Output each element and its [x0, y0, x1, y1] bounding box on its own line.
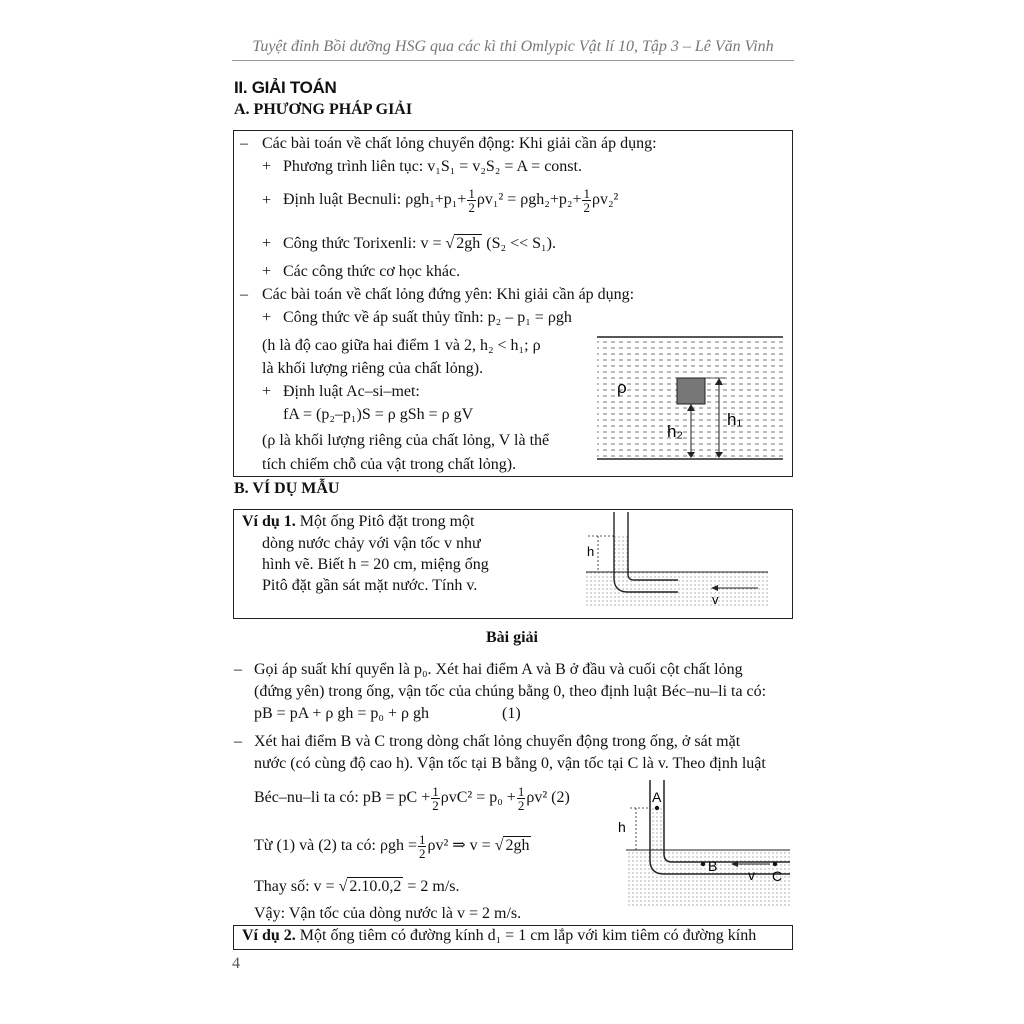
pitot-tube-figure: [578, 512, 778, 612]
h2-label: h₂: [667, 422, 684, 441]
solution-title: Bài giải: [485, 629, 538, 646]
h1-label: h₁: [727, 410, 743, 429]
plus-bullet: +: [262, 158, 272, 175]
rho-label: ρ: [617, 378, 627, 397]
torricelli-sqrt: 2gh: [456, 235, 481, 252]
example2-text: Một ống tiêm có đường kính d₁ = 1 cm lắp với kim tiêm có đường kính: [299, 927, 757, 944]
eq4-part-b: = 2 m/s.: [403, 878, 460, 895]
example2-label: Ví dụ 2.: [242, 927, 296, 944]
eq3-sqrt: 2gh: [505, 837, 530, 854]
note-density-line2: tích chiếm chỗ của vật trong chất lỏng).: [262, 456, 517, 473]
page-number: 4: [232, 955, 240, 972]
plus-bullet: +: [262, 192, 272, 209]
label-b: B: [708, 858, 718, 874]
subsection-a-title: A. PHƯƠNG PHÁP GIẢI: [234, 101, 413, 118]
note-height-line2: là khối lượng riêng của chất lỏng).: [262, 360, 484, 377]
static-liquid-intro: Các bài toán về chất lỏng đứng yên: Khi giải cần áp dụng:: [262, 286, 635, 303]
dash-bullet: –: [234, 733, 242, 750]
eq4-sqrt: 2.10.0,2: [349, 878, 402, 895]
equation-1-number: (1): [502, 705, 521, 722]
subsection-b-title: B. VÍ DỤ MẪU: [234, 480, 340, 497]
point-c: [773, 862, 777, 866]
half-fraction: $\frac{1}{2}$: [468, 185, 475, 215]
half-fraction: $\frac{1}{2}$: [418, 831, 426, 861]
example1-line4: Pitô đặt gần sát mặt nước. Tính v.: [262, 577, 478, 594]
solution-p2-line2: nước (có cùng độ cao h). Vận tốc tại B bằng 0, vận tốc tại C là v. Theo định luật: [254, 755, 766, 772]
example1-label: Ví dụ 1.: [242, 513, 296, 530]
submerged-block: [677, 378, 705, 404]
archimedes-formula: fA = (p₂–p₁)S = ρ gSh = ρ gV: [283, 406, 474, 423]
equation-1: pB = pA + ρ gh = p₀ + ρ gh: [254, 705, 429, 722]
plus-bullet: +: [262, 263, 272, 280]
point-b: [701, 862, 705, 866]
continuity-equation: [283, 157, 582, 177]
eq2-part-b: ρvC² = p₀ +: [440, 789, 516, 806]
tube-liquid-column: [614, 536, 628, 572]
torricelli-condition: (S₂ << S₁).: [486, 235, 556, 252]
solution-p1-line2: (đứng yên) trong ống, vận tốc của chúng bằng 0, theo định luật Béc–nu–li ta có:: [254, 683, 767, 700]
running-header: Tuyệt đỉnh Bồi dưỡng HSG qua các kì thi Omlypic Vật lí 10, Tập 3 – Lê Văn Vinh: [232, 38, 794, 61]
eq4-part-a: Thay số: v =: [254, 878, 335, 895]
label-c: C: [772, 868, 783, 884]
archimedes-label: Định luật Ac–si–met:: [283, 383, 420, 400]
bernoulli-equation: [283, 180, 618, 220]
equation-2: [254, 778, 570, 818]
tube-liquid-column: [650, 808, 664, 850]
submerged-block-figure: [595, 333, 785, 463]
point-a: [655, 806, 659, 810]
pitot-solution-figure: [612, 780, 792, 910]
torricelli-formula: Công thức Torixenli: v = √ 2gh (S₂ << S₁).: [283, 235, 556, 252]
continuity-label: Phương trình liên tục:: [283, 158, 424, 175]
solution-p1-line1: Gọi áp suất khí quyển là p₀. Xét hai điểm A và B ở đầu và cuối cột chất lỏng: [254, 661, 743, 678]
half-fraction: $\frac{1}{2}$: [432, 783, 439, 813]
substitution-line: Thay số: v = √ 2.10.0,2 = 2 m/s.: [254, 878, 460, 895]
conclusion: Vậy: Vận tốc của dòng nước là v = 2 m/s.: [254, 905, 522, 922]
example1-line1: [242, 512, 474, 532]
eq2-part-c: ρv² (2): [526, 789, 570, 806]
dash-bullet: –: [234, 661, 242, 678]
eq2-part-a: Béc–nu–li ta có: pB = pC +: [254, 789, 431, 806]
example1-text: Một ống Pitô đặt trong một: [299, 513, 475, 530]
moving-liquid-intro: Các bài toán về chất lỏng chuyển động: Khi giải cần áp dụng:: [262, 135, 657, 152]
eq3-part-b: ρv² ⇒ v =: [427, 837, 491, 854]
solution-p2-line1: Xét hai điểm B và C trong dòng chất lỏng chuyển động trong ống, ở sát mặt: [254, 733, 741, 750]
dash-bullet: –: [240, 286, 248, 303]
section-title: II. GIẢI TOÁN: [234, 78, 337, 97]
bernoulli-lhs: ρgh₁+p₁+: [405, 191, 467, 208]
water-region: [586, 572, 768, 608]
hydrostatic-formula: Công thức về áp suất thủy tĩnh: p₂ – p₁ = ρgh: [283, 309, 572, 326]
example1-line3: hình vẽ. Biết h = 20 cm, miệng ống: [262, 556, 489, 573]
plus-bullet: +: [262, 235, 272, 252]
note-density-line1: (ρ là khối lượng riêng của chất lỏng, V là thể: [262, 432, 550, 449]
v-label: v: [748, 867, 755, 883]
pitot-tube-inner: [628, 512, 678, 580]
dash-bullet: –: [240, 135, 248, 152]
note-height-line1: (h là độ cao giữa hai điểm 1 và 2, h₂ < h₁; ρ: [262, 337, 541, 354]
bernoulli-rhs: ρv₂²: [591, 191, 619, 208]
plus-bullet: +: [262, 383, 272, 400]
eq3-part-a: Từ (1) và (2) ta có: ρgh =: [254, 837, 417, 854]
example2-line: [242, 926, 756, 946]
bernoulli-label: Định luật Becnuli:: [283, 191, 402, 208]
h-label: h: [618, 819, 626, 835]
bernoulli-mid: ρv₁² = ρgh₂+p₂+: [476, 191, 582, 208]
label-a: A: [652, 789, 662, 805]
example1-line2: dòng nước chảy với vận tốc v như: [262, 535, 481, 552]
equation-3: Từ (1) và (2) ta có: ρgh = $\frac{1}{2}$ ρv² ⇒ v = √ 2gh: [254, 831, 530, 861]
v-label: v: [712, 592, 719, 607]
plus-bullet: +: [262, 309, 272, 326]
h-label: h: [587, 544, 595, 559]
other-formulas: Các công thức cơ học khác.: [283, 263, 461, 280]
half-fraction: $\frac{1}{2}$: [517, 783, 525, 813]
continuity-formula: v₁S₁ = v₂S₂ = A = const.: [427, 158, 582, 175]
torricelli-label: Công thức Torixenli: v =: [283, 235, 442, 252]
half-fraction: $\frac{1}{2}$: [583, 185, 590, 215]
